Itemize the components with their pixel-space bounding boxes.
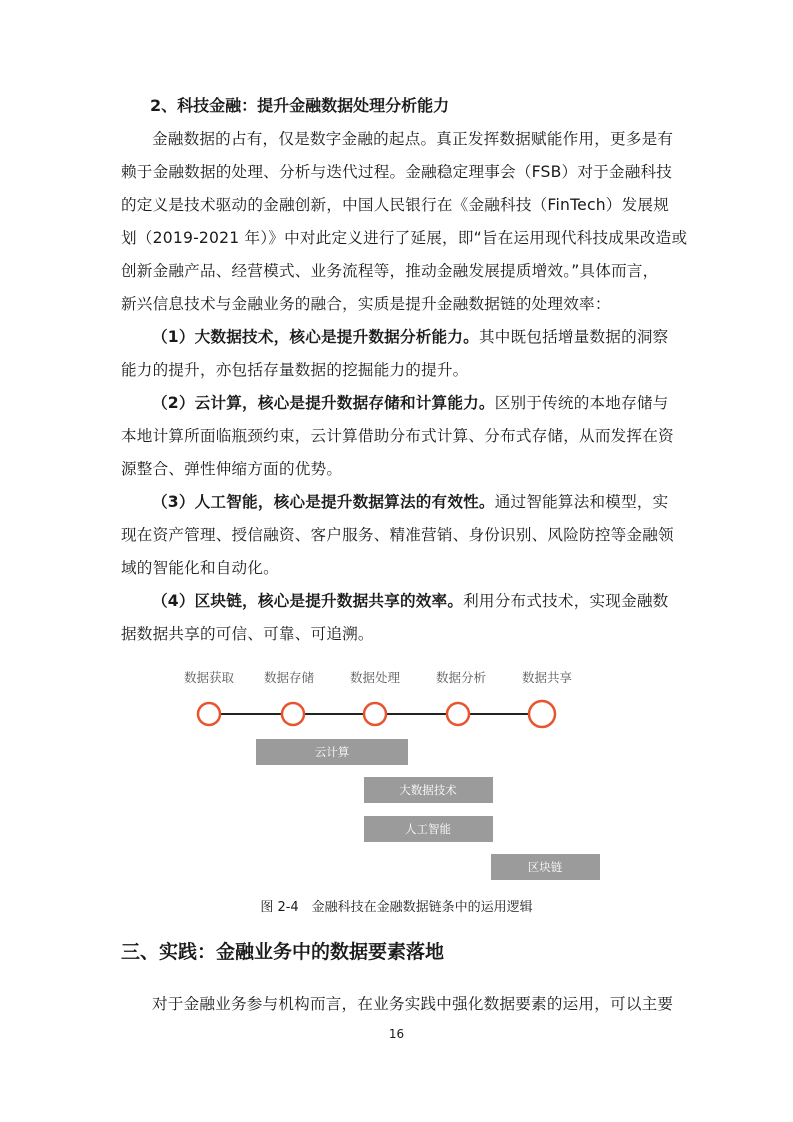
tech-label: 区块链 xyxy=(527,860,563,874)
stage-label: 数据分析 xyxy=(435,670,487,685)
list-item-lead: （3）人工智能，核心是提升数据算法的有效性。 xyxy=(152,493,495,511)
section-heading: 2、科技金融：提升金融数据处理分析能力 xyxy=(150,96,450,115)
paragraph-line: 对于金融业务参与机构而言，在业务实践中强化数据要素的运用，可以主要 xyxy=(152,995,674,1013)
list-item-lead: （4）区块链，核心是提升数据共享的效率。 xyxy=(152,592,464,610)
paragraph-line: 域的智能化和自动化。 xyxy=(121,559,279,577)
list-item-ai xyxy=(152,492,668,512)
list-item-text: 其中既包括增量数据的洞察 xyxy=(478,328,669,346)
stage-node xyxy=(364,703,386,725)
paragraph-line: 新兴信息技术与金融业务的融合，实质是提升金融数据链的处理效率： xyxy=(121,295,611,313)
data-chain-diagram xyxy=(0,660,793,890)
list-item-text: 区别于传统的本地存储与 xyxy=(494,394,669,412)
list-item-blockchain xyxy=(152,591,668,611)
figure-caption: 图 2-4 金融科技在金融数据链条中的运用逻辑 xyxy=(260,900,533,915)
tech-label: 云计算 xyxy=(314,745,350,759)
paragraph-line: 划（2019-2021 年）》中对此定义进行了延展，即“旨在运用现代科技成果改造或 xyxy=(121,229,688,247)
stage-label: 数据获取 xyxy=(183,670,235,685)
stage-label: 数据共享 xyxy=(521,670,573,685)
tech-label: 大数据技术 xyxy=(399,783,457,797)
list-item-text: 利用分布式技术，实现金融数 xyxy=(463,592,669,610)
list-item-text: 通过智能算法和模型，实 xyxy=(494,493,669,511)
paragraph-line: 的定义是技术驱动的金融创新，中国人民银行在《金融科技（FinTech）发展规 xyxy=(121,196,669,214)
paragraph-line: 现在资产管理、授信融资、客户服务、精准营销、身份识别、风险防控等金融领 xyxy=(121,526,674,544)
paragraph-line: 金融数据的占有，仅是数字金融的起点。真正发挥数据赋能作用，更多是有 xyxy=(152,130,674,148)
paragraph-line: 据数据共享的可信、可靠、可追溯。 xyxy=(121,625,374,643)
page-number: 16 xyxy=(388,1027,405,1041)
stage-label: 数据处理 xyxy=(349,670,401,685)
list-item-cloud xyxy=(152,393,668,413)
paragraph-line: 源整合、弹性伸缩方面的优势。 xyxy=(121,460,343,478)
stage-node xyxy=(198,703,220,725)
list-item-lead: （2）云计算，核心是提升数据存储和计算能力。 xyxy=(152,394,495,412)
chapter-heading: 三、实践：金融业务中的数据要素落地 xyxy=(121,941,445,963)
list-item-bigdata xyxy=(152,327,668,347)
list-item-lead: （1）大数据技术，核心是提升数据分析能力。 xyxy=(152,328,479,346)
paragraph-line: 创新金融产品、经营模式、业务流程等，推动金融发展提质增效。”具体而言， xyxy=(121,262,659,280)
paragraph-line: 能力的提升，亦包括存量数据的挖掘能力的提升。 xyxy=(121,361,469,379)
paragraph-line: 赖于金融数据的处理、分析与迭代过程。金融稳定理事会（FSB）对于金融科技 xyxy=(121,163,673,181)
stage-node xyxy=(282,703,304,725)
stage-node xyxy=(529,701,555,727)
stage-node xyxy=(447,703,469,725)
stage-label: 数据存储 xyxy=(263,670,315,685)
paragraph-line: 本地计算所面临瓶颈约束，云计算借助分布式计算、分布式存储，从而发挥在资 xyxy=(121,427,674,445)
tech-label: 人工智能 xyxy=(405,822,451,836)
